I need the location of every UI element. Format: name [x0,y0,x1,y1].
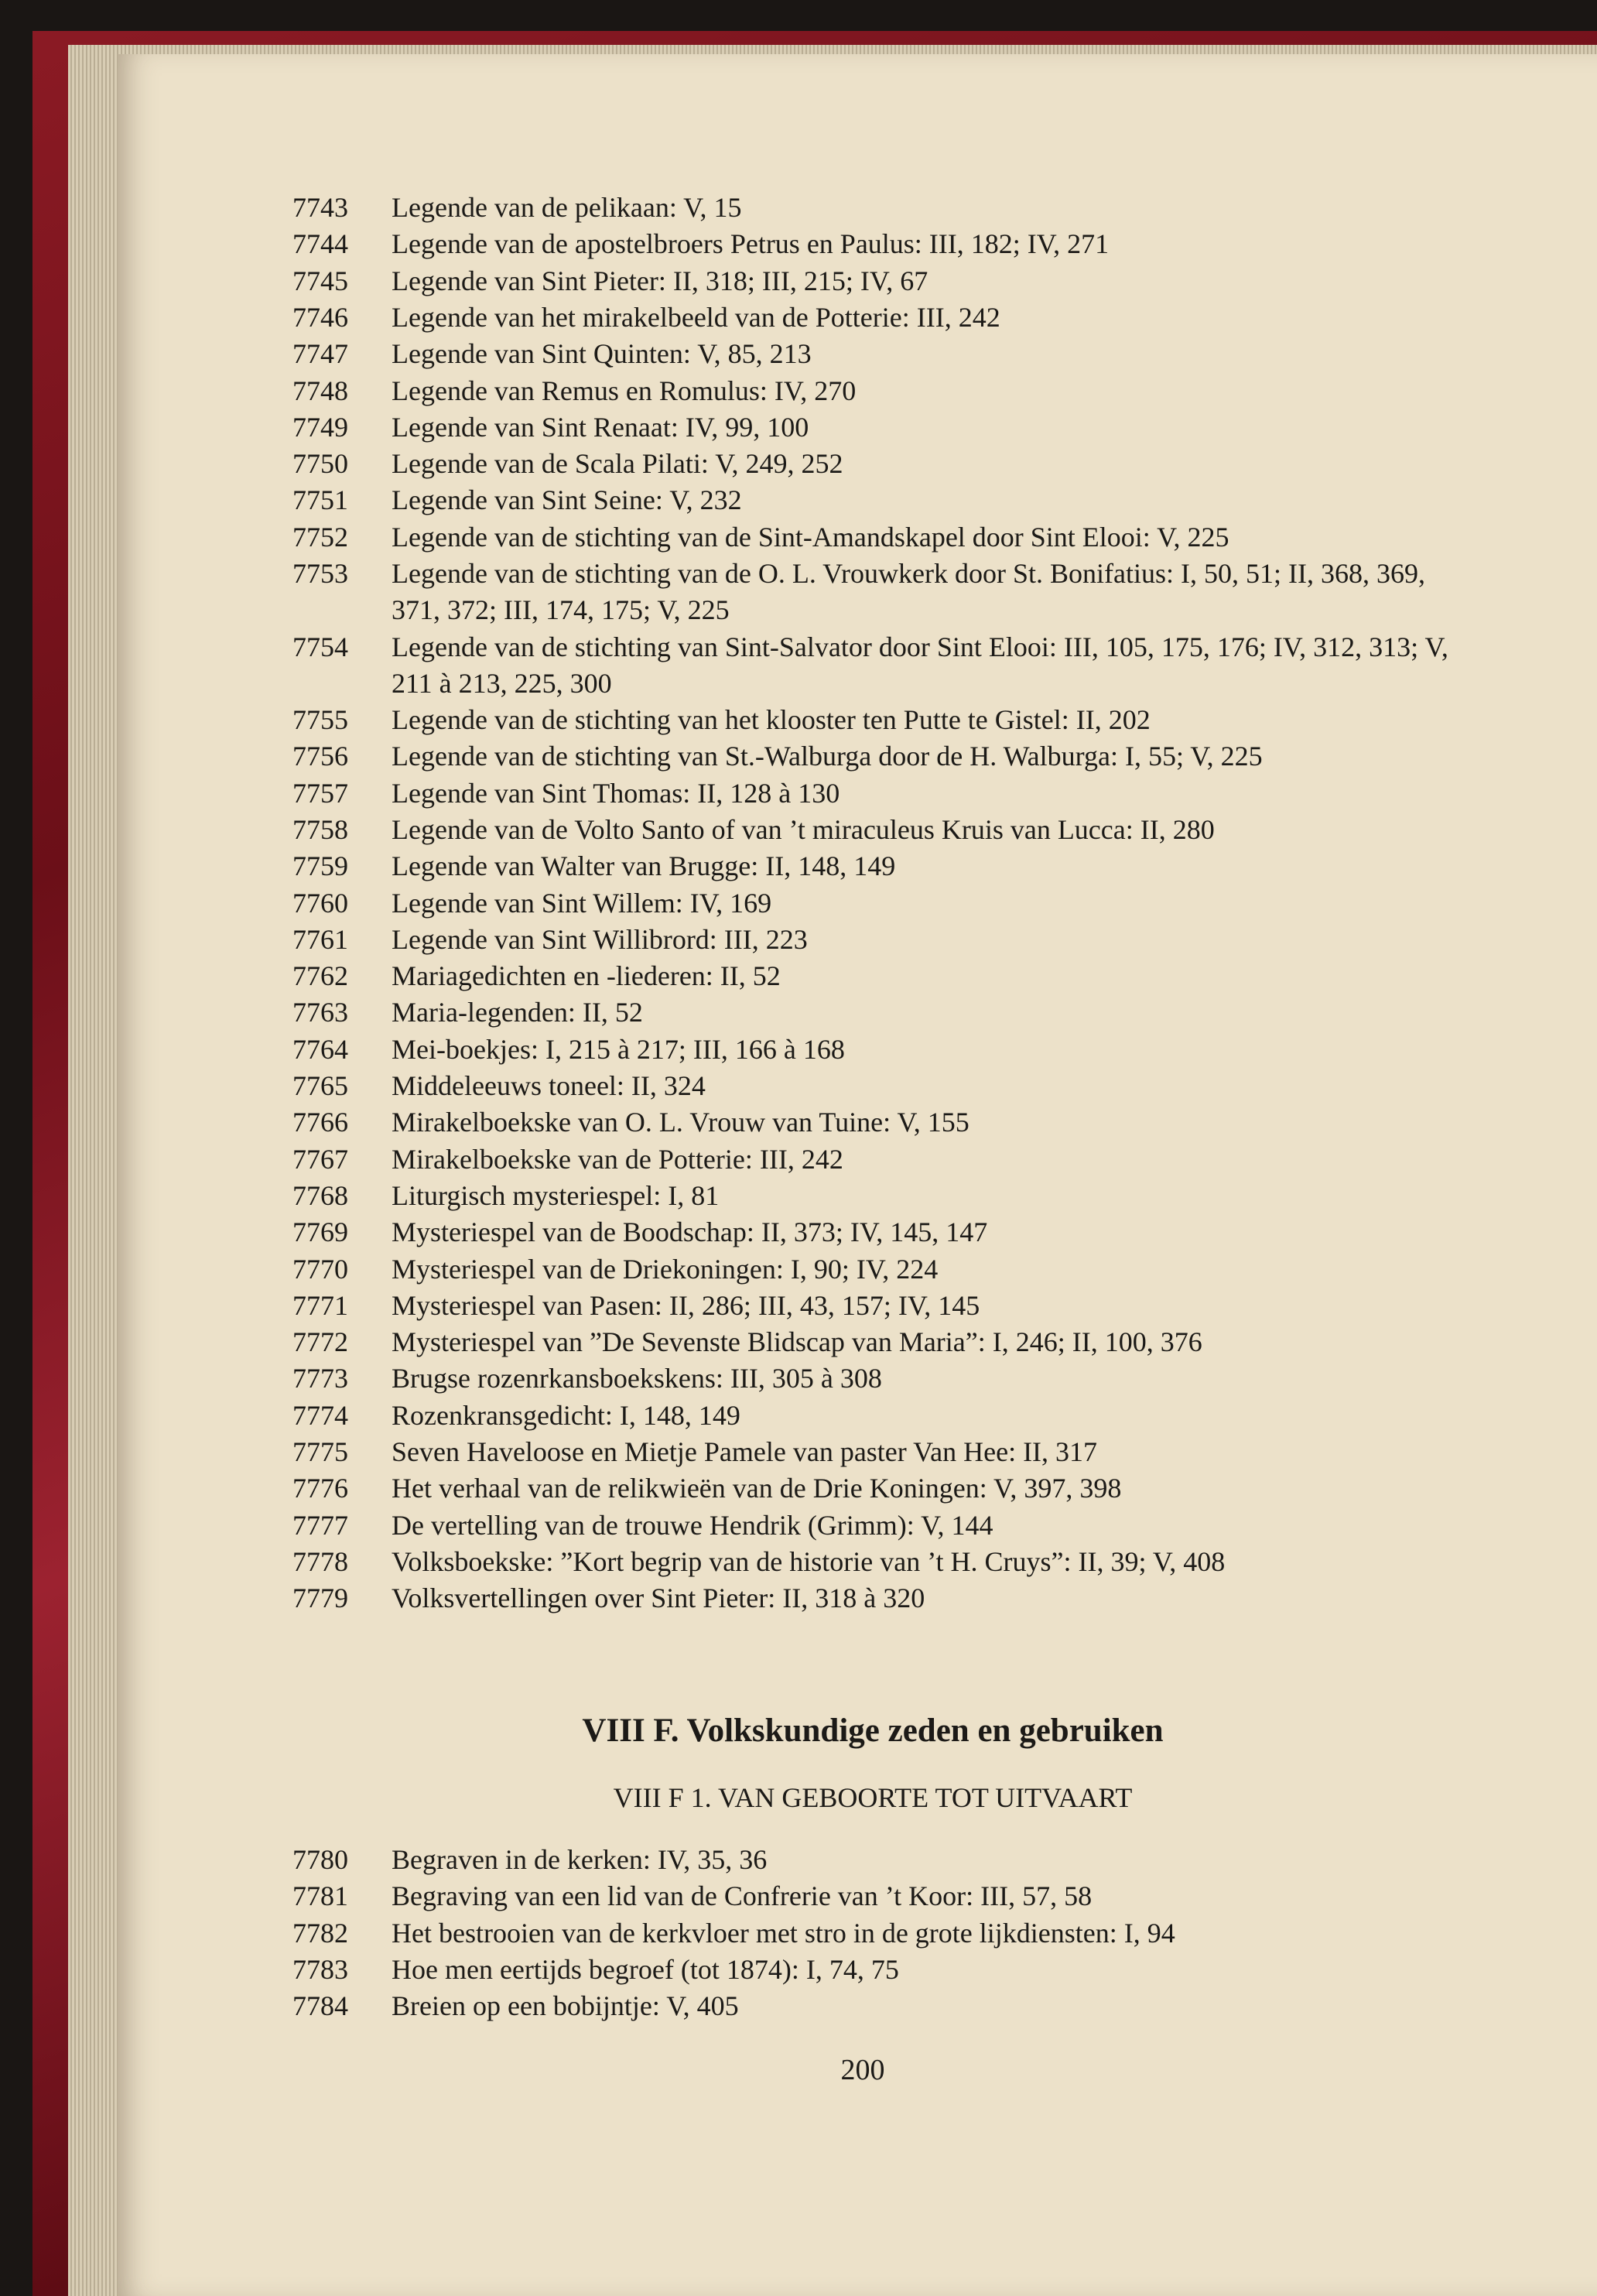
entry-number: 7759 [292,850,348,882]
entry-number: 7743 [292,192,348,223]
entry-text: Mirakelboekske van de Potterie: III, 242 [392,1143,843,1175]
page-number: 200 [840,2054,885,2086]
entry-text: Legende van Remus en Romulus: IV, 270 [392,375,857,406]
section-heading: VIII F. Volkskundige zeden en gebruiken [582,1713,1164,1749]
entry-text: Begraven in de kerken: IV, 35, 36 [392,1844,768,1875]
entry-text: Rozenkransgedicht: I, 148, 149 [392,1399,740,1431]
entry-text: Hoe men eertijds begroef (tot 1874): I, 74, 75 [392,1953,899,1985]
entry-text: Legende van Sint Willibrord: III, 223 [392,923,808,955]
entry-text: Mysteriespel van Pasen: II, 286; III, 43, 157; IV, 145 [392,1289,980,1321]
entry-text: Legende van de stichting van de O. L. Vrouwkerk door St. Bonifatius: I, 50, 51; II, 368, 369, 371, 372; III, 174, 175; V, 225 [392,558,1425,625]
entry-text: Liturgisch mysteriespel: I, 81 [392,1179,720,1211]
entry-text: Seven Haveloose en Mietje Pamele van paster Van Hee: II, 317 [392,1436,1098,1467]
entry-number: 7768 [292,1179,348,1211]
entry-text: Volksboekske: ”Kort begrip van de historie van ’t H. Cruys”: II, 39; V, 408 [392,1545,1226,1577]
entry-number: 7753 [292,558,348,589]
entry-text: Brugse rozenrkansboekskens: III, 305 à 308 [392,1363,882,1394]
entry-number: 7775 [292,1436,348,1467]
entry-text: Legende van de apostelbroers Petrus en Paulus: III, 182; IV, 271 [392,228,1110,260]
entry-number: 7748 [292,375,348,406]
entry-number: 7765 [292,1070,348,1101]
subsection-heading: VIII F 1. VAN GEBOORTE TOT UITVAART [613,1782,1133,1813]
entry-text: Middeleeuws toneel: II, 324 [392,1070,706,1101]
entry-text: Legende van Sint Thomas: II, 128 à 130 [392,777,840,809]
entry-number: 7754 [292,631,348,662]
entry-text: Legende van het mirakelbeeld van de Potterie: III, 242 [392,301,1000,333]
entry-text: Legende van Sint Seine: V, 232 [392,484,742,516]
entry-number: 7784 [292,1990,348,2022]
entry-number: 7769 [292,1216,348,1248]
entry-number: 7761 [292,923,348,955]
entry-number: 7764 [292,1033,348,1065]
entry-number: 7763 [292,997,348,1028]
entry-number: 7770 [292,1253,348,1285]
entry-number: 7778 [292,1545,348,1577]
entry-text: Legende van Sint Renaat: IV, 99, 100 [392,411,809,443]
entry-number: 7762 [292,960,348,992]
entry-text: Mei-boekjes: I, 215 à 217; III, 166 à 168 [392,1033,845,1065]
entry-number: 7766 [292,1107,348,1138]
entry-number: 7783 [292,1953,348,1985]
entry-number: 7772 [292,1326,348,1358]
entry-text: Mariagedichten en -liederen: II, 52 [392,960,781,992]
entry-text: Legende van Sint Willem: IV, 169 [392,887,772,919]
entry-text: Breien op een bobijntje: V, 405 [392,1990,739,2022]
entry-number: 7756 [292,741,348,772]
entry-text: Legende van de stichting van de Sint-Amandskapel door Sint Elooi: V, 225 [392,521,1229,553]
entry-number: 7750 [292,448,348,480]
entry-number: 7782 [292,1917,348,1949]
entry-number: 7745 [292,265,348,296]
entry-text: Legende van Walter van Brugge: II, 148, 149 [392,850,896,882]
entry-text: Legende van de stichting van St.-Walburga door de H. Walburga: I, 55; V, 225 [392,741,1263,772]
entry-number: 7781 [292,1880,348,1912]
entry-text: Volksvertellingen over Sint Pieter: II, 318 à 320 [392,1583,925,1614]
entry-number: 7774 [292,1399,348,1431]
entry-number: 7757 [292,777,348,809]
entry-number: 7760 [292,887,348,919]
entry-text: Legende van de pelikaan: V, 15 [392,192,742,223]
entry-text: Legende van de stichting van Sint-Salvator door Sint Elooi: III, 105, 175, 176; IV, 312, 313; V, 211 à 213, 225, 300 [392,631,1448,699]
entry-text: Het bestrooien van de kerkvloer met stro in de grote lijkdiensten: I, 94 [392,1917,1175,1949]
entry-number: 7777 [292,1509,348,1541]
entry-number: 7771 [292,1289,348,1321]
entry-text: Maria-legenden: II, 52 [392,997,643,1028]
entry-text: De vertelling van de trouwe Hendrik (Grimm): V, 144 [392,1509,993,1541]
entry-number: 7749 [292,411,348,443]
entry-text: Mirakelboekske van O. L. Vrouw van Tuine: V, 155 [392,1107,969,1138]
entry-number: 7755 [292,704,348,735]
entry-text: Legende van de stichting van het klooster ten Putte te Gistel: II, 202 [392,704,1151,735]
entry-number: 7744 [292,228,348,260]
entry-text: Legende van de Scala Pilati: V, 249, 252 [392,448,843,480]
entry-text: Mysteriespel van de Boodschap: II, 373; IV, 145, 147 [392,1216,988,1248]
entry-text: Het verhaal van de relikwieën van de Drie Koningen: V, 397, 398 [392,1473,1122,1504]
entry-text: Legende van de Volto Santo of van ’t miraculeus Kruis van Lucca: II, 280 [392,813,1215,845]
entry-number: 7758 [292,813,348,845]
entry-number: 7767 [292,1143,348,1175]
entry-text: Begraving van een lid van de Confrerie van ’t Koor: III, 57, 58 [392,1880,1093,1912]
entry-number: 7752 [292,521,348,553]
entry-number: 7751 [292,484,348,516]
entry-number: 7747 [292,338,348,370]
entry-text: Mysteriespel van ”De Sevenste Blidscap van Maria”: I, 246; II, 100, 376 [392,1326,1202,1358]
entry-number: 7776 [292,1473,348,1504]
entry-number: 7746 [292,301,348,333]
entry-number: 7773 [292,1363,348,1394]
entry-text: Legende van Sint Quinten: V, 85, 213 [392,338,812,370]
entry-number: 7780 [292,1844,348,1875]
entry-text: Mysteriespel van de Driekoningen: I, 90; IV, 224 [392,1253,939,1285]
entry-number: 7779 [292,1583,348,1614]
entry-text: Legende van Sint Pieter: II, 318; III, 215; IV, 67 [392,265,928,296]
